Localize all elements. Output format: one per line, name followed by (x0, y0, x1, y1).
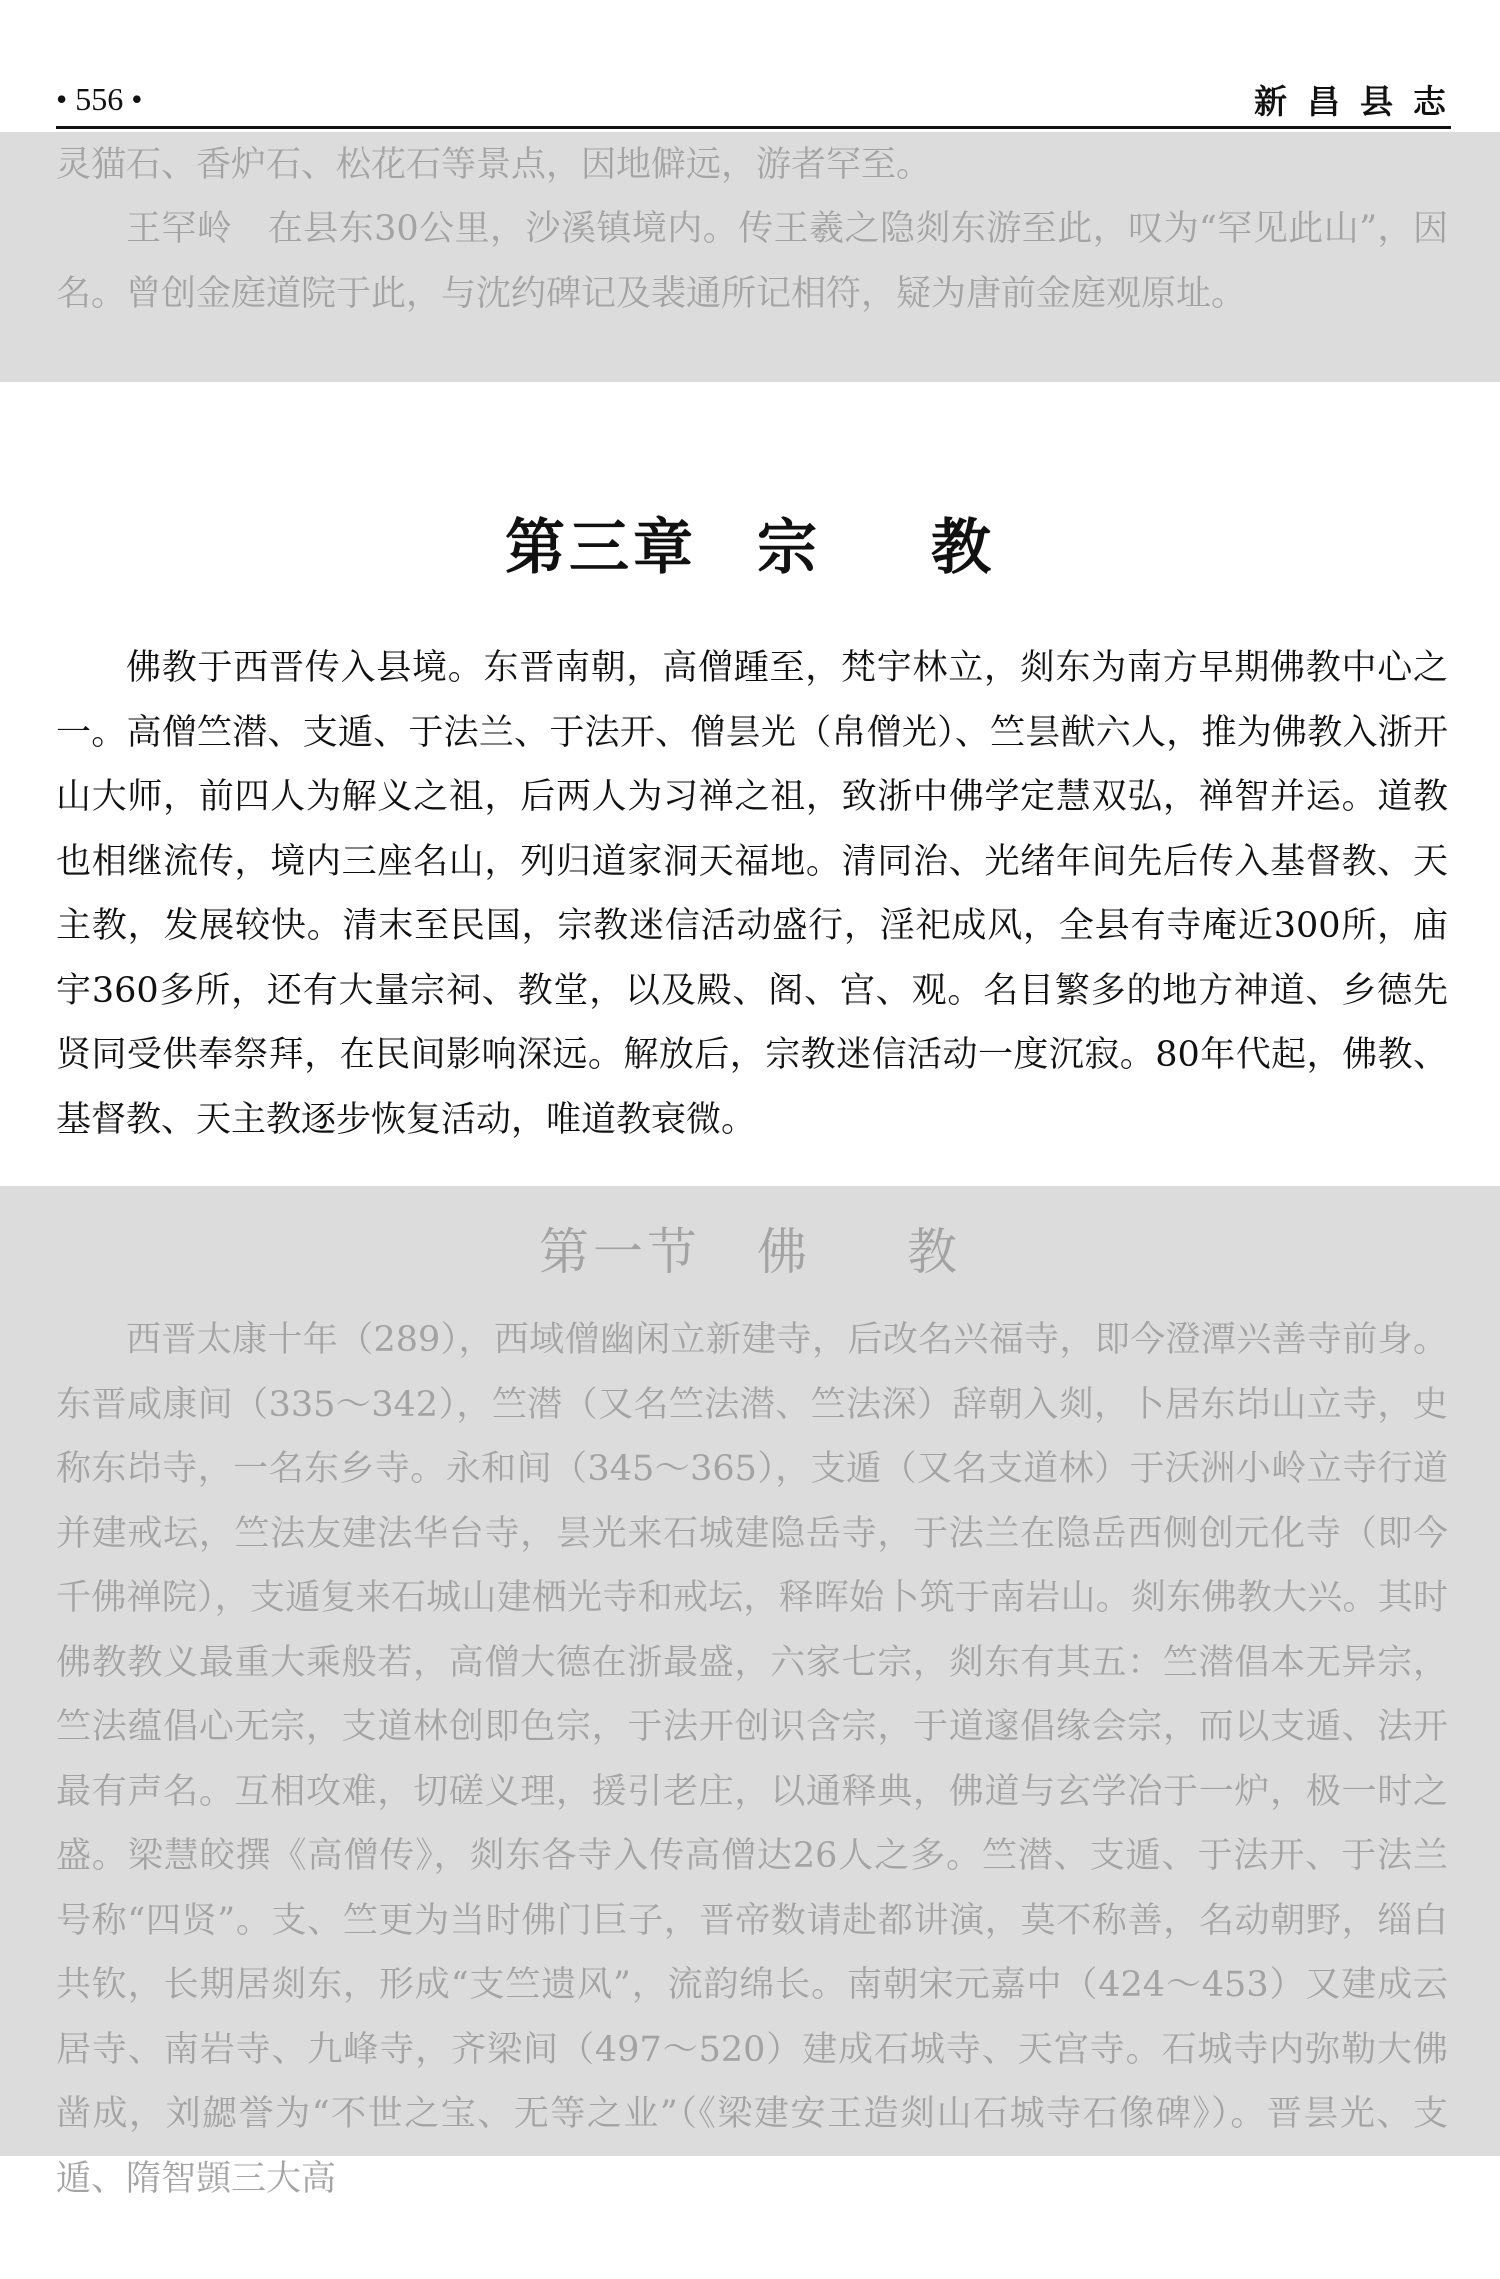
entry-wanghanling: 王罕岭 在县东30公里，沙溪镇境内。传王羲之隐剡东游至此，叹为“罕见此山”，因名。曾创金庭道院于此，与沈约碑记及裴通所记相符，疑为唐前金庭观原址。 (56, 209, 1448, 314)
chapter-word-1: 宗 (757, 513, 821, 583)
section-prefix: 第一节 (539, 1223, 701, 1281)
section-word-1: 佛 (757, 1223, 811, 1281)
book-title: 新昌县志 (1254, 81, 1466, 121)
header-rule (56, 126, 1451, 129)
section-title (0, 1212, 1500, 1284)
chapter-prefix: 第三章 (505, 513, 697, 583)
chapter-title (0, 500, 1500, 586)
continuation-line: 灵猫石、香炉石、松花石等景点，因地僻远，游者罕至。 (56, 145, 932, 185)
section-body: 西晋太康十年（289），西域僧幽闲立新建寺，后改名兴福寺，即今澄潭兴善寺前身。东晋咸康间（335～342），竺潜（又名竺法潜、竺法深）辞朝入剡，卜居东岇山立寺，史称东岇寺，一名东乡寺。永和间（345～365），支遁（又名支道林）于沃洲小岭立寺行道并建戒坛，竺法友建法华台寺，昙光来石城建隐岳寺，于法兰在隐岳西侧创元化寺（即今千佛禅院），支遁复来石城山建栖光寺和戒坛，释晖始卜筑于南岩山。剡东佛教大兴。其时佛教教义最重大乘般若，高僧大德在浙最盛，六家七宗，剡东有其五：竺潜倡本无异宗，竺法蕴倡心无宗，支道林创即色宗，于法开创识含宗，于道邃倡缘会宗，而以支遁、法开最有声名。互相攻难，切磋义理，援引老庄，以通释典，佛道与玄学冶于一炉，极一时之盛。梁慧皎撰《高僧传》，剡东各寺入传高僧达26人之多。竺潜、支遁、于法开、于法兰号称“四贤”。支、竺更为当时佛门巨子，晋帝数请赴都讲演，莫不称善，名动朝野，缁白共钦，长期居剡东，形成“支竺遗风”，流韵绵长。南朝宋元嘉中（424～453）又建成云居寺、南岩寺、九峰寺，齐梁间（497～520）建成石城寺、天宫寺。石城寺内弥勒大佛凿成，刘勰誉为“不世之宝、无等之业”（《梁建安王造剡山石城寺石像碑》）。晋昙光、支遁、隋智顗三大高 (56, 1320, 1448, 2199)
chapter-word-2: 教 (931, 513, 995, 583)
chapter-intro: 佛教于西晋传入县境。东晋南朝，高僧踵至，梵宇林立，剡东为南方早期佛教中心之一。高僧竺潜、支遁、于法兰、于法开、僧昙光（帛僧光）、竺昙猷六人，推为佛教入浙开山大师，前四人为解义之祖，后两人为习禅之祖，致浙中佛学定慧双弘，禅智并运。道教也相继流传，境内三座名山，列归道家洞天福地。清同治、光绪年间先后传入基督教、天主教，发展较快。清末至民国，宗教迷信活动盛行，淫祀成风，全县有寺庵近300所，庙宇360多所，还有大量宗祠、教堂，以及殿、阁、宫、观。名目繁多的地方神道、乡德先贤同受供奉祭拜，在民间影响深远。解放后，宗教迷信活动一度沉寂。80年代起，佛教、基督教、天主教逐步恢复活动，唯道教衰微。 (56, 648, 1448, 1140)
page-number: • 556 • (56, 80, 143, 117)
section-word-2: 教 (907, 1223, 961, 1281)
page-header (56, 74, 1466, 124)
